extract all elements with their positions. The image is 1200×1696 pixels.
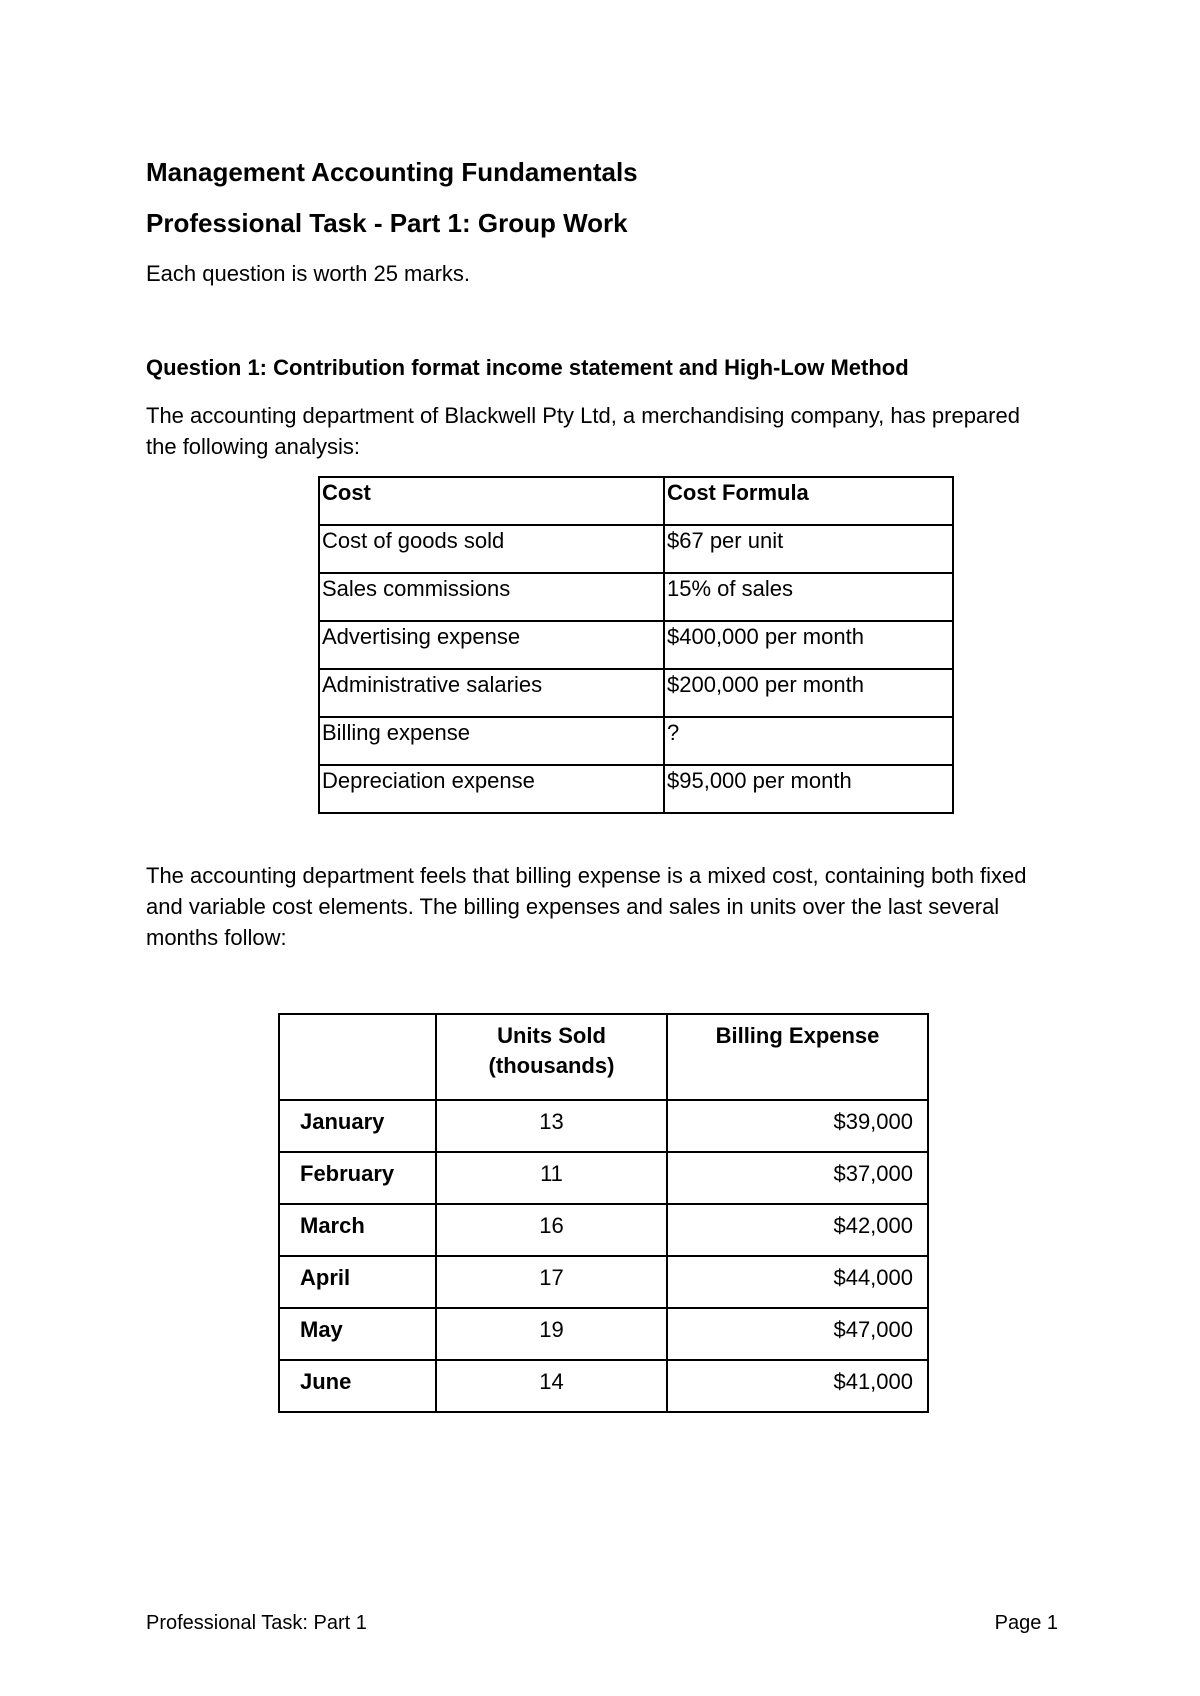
expense-cell: $37,000 bbox=[667, 1152, 928, 1204]
table-row bbox=[279, 1152, 928, 1204]
table-row bbox=[279, 1360, 928, 1412]
table-row bbox=[319, 573, 953, 621]
units-cell: 14 bbox=[436, 1360, 667, 1412]
cost-formula: 15% of sales bbox=[664, 573, 953, 621]
cost-name: Cost of goods sold bbox=[319, 525, 664, 573]
table-row bbox=[279, 1308, 928, 1360]
cost-name: Depreciation expense bbox=[319, 765, 664, 813]
month-cell: March bbox=[279, 1204, 436, 1256]
question-1-intro: The accounting department of Blackwell Pty Ltd, a merchandising company, has prepared the following analysis: bbox=[146, 403, 1020, 459]
cost-name: Sales commissions bbox=[319, 573, 664, 621]
document-subtitle: Professional Task - Part 1: Group Work bbox=[146, 208, 628, 238]
month-cell: April bbox=[279, 1256, 436, 1308]
expense-cell: $47,000 bbox=[667, 1308, 928, 1360]
units-cell: 11 bbox=[436, 1152, 667, 1204]
expense-cell: $39,000 bbox=[667, 1100, 928, 1152]
units-cell: 19 bbox=[436, 1308, 667, 1360]
table-row bbox=[279, 1100, 928, 1152]
expense-cell: $44,000 bbox=[667, 1256, 928, 1308]
question-1-heading: Question 1: Contribution format income statement and High-Low Method bbox=[146, 355, 909, 380]
header-empty bbox=[279, 1014, 436, 1100]
cost-formula: $95,000 per month bbox=[664, 765, 953, 813]
document-title: Management Accounting Fundamentals bbox=[146, 157, 638, 187]
cost-formula: $200,000 per month bbox=[664, 669, 953, 717]
expense-cell: $41,000 bbox=[667, 1360, 928, 1412]
cost-name: Billing expense bbox=[319, 717, 664, 765]
footer-document-label: Professional Task: Part 1 bbox=[146, 1612, 367, 1634]
marks-note: Each question is worth 25 marks. bbox=[146, 261, 471, 286]
header-billing-expense: Billing Expense bbox=[667, 1014, 928, 1100]
billing-expense-table bbox=[278, 1013, 929, 1413]
month-cell: January bbox=[279, 1100, 436, 1152]
table-header-row bbox=[279, 1014, 928, 1100]
units-cell: 16 bbox=[436, 1204, 667, 1256]
cost-name: Advertising expense bbox=[319, 621, 664, 669]
month-cell: June bbox=[279, 1360, 436, 1412]
table-row bbox=[319, 765, 953, 813]
mixed-cost-paragraph: The accounting department feels that billing expense is a mixed cost, containing both fixed and variable cost elements. The billing expenses and sales in units over the last several months follow: bbox=[146, 863, 1027, 950]
header-units-sold: Units Sold (thousands) bbox=[436, 1014, 667, 1100]
header-cost-formula: Cost Formula bbox=[664, 477, 953, 525]
table-row bbox=[319, 669, 953, 717]
units-cell: 17 bbox=[436, 1256, 667, 1308]
cost-formula: $400,000 per month bbox=[664, 621, 953, 669]
expense-cell: $42,000 bbox=[667, 1204, 928, 1256]
table-header-row bbox=[319, 477, 953, 525]
cost-formula: $67 per unit bbox=[664, 525, 953, 573]
cost-formula-table bbox=[318, 476, 954, 814]
cost-formula: ? bbox=[664, 717, 953, 765]
units-cell: 13 bbox=[436, 1100, 667, 1152]
table-row bbox=[279, 1204, 928, 1256]
table-row bbox=[319, 717, 953, 765]
month-cell: February bbox=[279, 1152, 436, 1204]
table-row bbox=[319, 525, 953, 573]
table-row bbox=[279, 1256, 928, 1308]
header-cost: Cost bbox=[319, 477, 664, 525]
month-cell: May bbox=[279, 1308, 436, 1360]
cost-name: Administrative salaries bbox=[319, 669, 664, 717]
table-row bbox=[319, 621, 953, 669]
footer-page-number: Page 1 bbox=[994, 1612, 1058, 1634]
